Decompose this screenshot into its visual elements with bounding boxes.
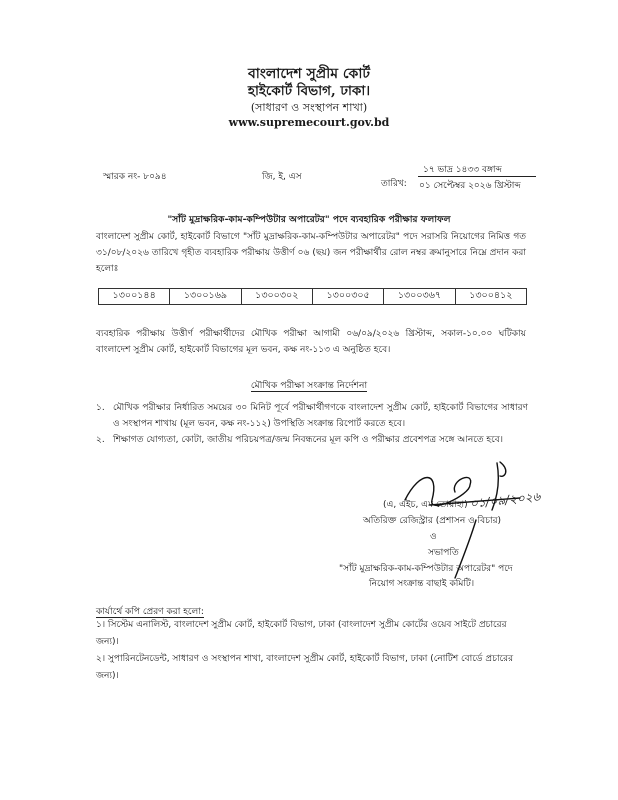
section-name: (সাধারণ ও সংস্থাপন শাখা) — [250, 101, 368, 114]
roll-cell: ১৩০০১৪৪ — [99, 289, 170, 305]
signatory-role: সভাপতি — [428, 548, 459, 558]
copy-item: ২। সুপারিনটেনডেন্ট, সাধারণ ও সংস্থাপন শাখা, বাংলাদেশ সুপ্রীম কোর্ট, হাইকোর্ট বিভাগ, ঢাকা (নোটিশ বোর্ডে প্রচারের জন্য)। — [96, 654, 514, 681]
roll-cell: ১৩০০৩০৫ — [312, 289, 383, 305]
website-link[interactable]: www.supremecourt.gov.bd — [228, 116, 390, 129]
handwritten-date: ০১/০৯/২০২৬ — [469, 489, 541, 511]
signatory-post: "সাঁট মুদ্রাক্ষরিক-কাম-কম্পিউটার অপারেটর" পদে — [339, 564, 513, 574]
date-label: তারিখ: — [381, 179, 407, 189]
instruction-number: ১. — [96, 403, 105, 413]
date-bangla: ১৭ ভাদ্র ১৪৩৩ বঙ্গাব্দ — [423, 165, 502, 175]
signatory-name: (এ, এইচ, এম তোয়াহা) — [383, 500, 468, 510]
viva-notice-paragraph: ব্যবহারিক পরীক্ষায় উত্তীর্ণ পরীক্ষার্থীদের মৌখিক পরীক্ষা আগামী ০৬/০৯/২০২৬ খ্রিস্টাব্দ, সকাল-১০.০০ ঘটিকায় বাংলাদেশ সুপ্রীম কোর্ট, হাইকোর্ট বিভাগের মূল ভবন, কক্ষ নং-১১৩ এ অনুষ্ঠিত হবে। — [96, 329, 526, 355]
instruction-text: মৌখিক পরীক্ষার নির্ধারিত সময়ের ৩০ মিনিট পূর্বে পরীক্ষার্থীগণকে বাংলাদেশ সুপ্রীম কোর্ট, হাইকোর্ট বিভাগের সাধারণ ও সংস্থাপন শাখায় (মূল ভবন, কক্ষ নং-১১২) উপস্থিতি সংক্রান্ত রিপোর্ট করতে হবে। — [113, 403, 528, 429]
date-english: ০১ সেপ্টেম্বর ২০২৬ খ্রিস্টাব্দ — [419, 181, 521, 191]
roll-cell: ১৩০০১৬৯ — [170, 289, 241, 305]
subject-heading: "সাঁট মুদ্রাক্ষরিক-কাম-কম্পিউটার অপারেটর" পদে ব্যবহারিক পরীক্ষার ফলাফল — [167, 214, 451, 225]
court-name: বাংলাদেশ সুপ্রীম কোর্ট — [247, 66, 371, 82]
signatory-conjunction: ও — [430, 532, 437, 542]
division-name: হাইকোর্ট বিভাগ, ঢাকা। — [247, 83, 371, 99]
copy-item: ১। সিস্টেম এনালিস্ট, বাংলাদেশ সুপ্রীম কোর্ট, হাইকোর্ট বিভাগ, ঢাকা (বাংলাদেশ সুপ্রীম কোর্টের ওয়েব সাইটে প্রচারের জন্য)। — [96, 620, 507, 647]
signatory-committee: নিয়োগ সংক্রান্ত বাছাই কমিটি। — [369, 579, 475, 589]
memo-reference: স্মারক নং- ৮০৯৪ — [103, 172, 167, 182]
instruction-text: শিক্ষাগত যোগ্যতা, কোটা, জাতীয় পরিচয়পত্র/জন্ম নিবন্ধনের মূল কপি ও পরীক্ষার প্রবেশপত্র সঙ্গে আনতে হবে। — [113, 435, 504, 445]
memo-section-code: জি, ই, এস — [262, 172, 302, 182]
intro-paragraph: বাংলাদেশ সুপ্রীম কোর্ট, হাইকোর্ট বিভাগে "সাঁট মুদ্রাক্ষরিক-কাম-কম্পিউটার অপারেটর" পদে সরাসরি নিয়োগের নিমিত্ত গত ৩১/০৮/২০২৬ তারিখে গৃহীত ব্যবহারিক পরীক্ষায় উত্তীর্ণ ০৬ (ছয়) জন পরীক্ষার্থীর রোল নম্বর ক্রমানুসারে নিম্নে প্রদান করা হলোঃ — [96, 232, 526, 274]
instructions-title-text: মৌখিক পরীক্ষা সংক্রান্ত নির্দেশনা — [250, 380, 368, 391]
roll-cell: ১৩০০৩০২ — [241, 289, 312, 305]
signature-stroke — [500, 462, 506, 476]
signatory-title: অতিরিক্ত রেজিস্ট্রার (প্রশাসন ও বিচার) — [363, 516, 502, 526]
copies-title-text: কার্যার্থে কপি প্রেরণ করা হলো: — [96, 607, 204, 617]
roll-cell: ১৩০০৪১২ — [455, 289, 526, 305]
instruction-number: ২. — [96, 435, 105, 445]
roll-cell: ১৩০০৩৬৭ — [384, 289, 455, 305]
